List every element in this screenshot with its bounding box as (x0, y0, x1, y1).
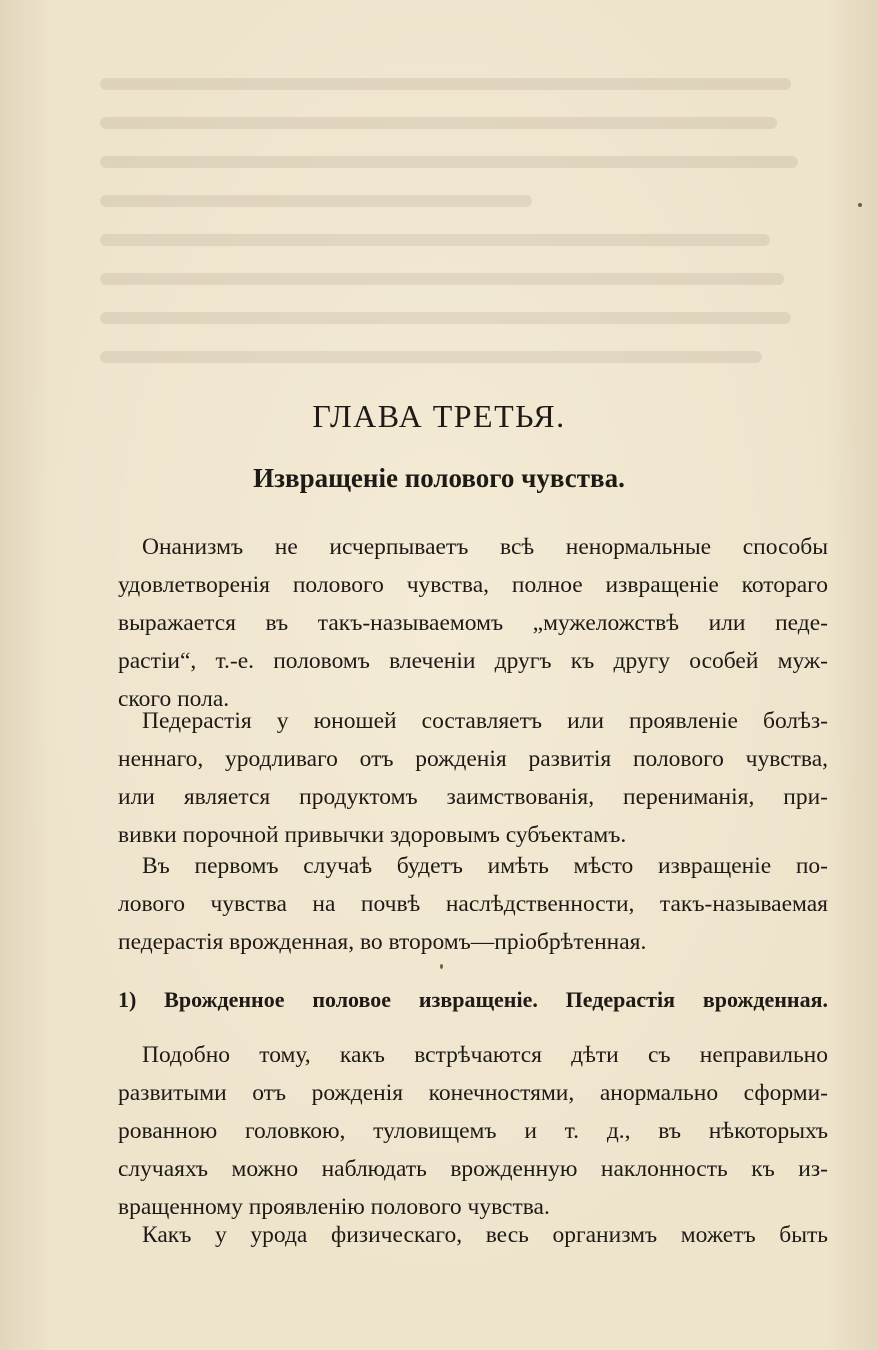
text-line: Подобно тому, какъ встрѣчаются дѣти съ неправильно (142, 1042, 828, 1068)
bleed-through-text (100, 78, 820, 398)
paragraph-1 (118, 528, 828, 718)
chapter-title: ГЛАВА ТРЕТЬЯ. (312, 398, 566, 434)
text-line: или является продуктомъ заимствованiя, перениманiя, при- (118, 784, 828, 810)
paper-speck (858, 203, 862, 207)
text-line: педерастiя врожденная, во второмъ—прiобрѣтенная. (118, 929, 647, 955)
text-line: Какъ у урода физическаго, весь организмъ можетъ быть (142, 1222, 828, 1248)
text-line: ского пола. (118, 686, 230, 712)
section-title: Извращенiе полового чувства. (253, 463, 625, 493)
text-line: вивки порочной привычки здоровымъ субъектамъ. (118, 822, 627, 848)
text-line: Педерастiя у юношей составляетъ или проявленiе болѣз- (142, 708, 828, 734)
text-line: Въ первомъ случаѣ будетъ имѣть мѣсто извращенiе по- (142, 853, 828, 879)
paragraph-2 (118, 702, 828, 854)
text-line: вращенному проявленiю полового чувства. (118, 1194, 550, 1220)
text-line: рованною головкою, туловищемъ и т. д., въ нѣкоторыхъ (118, 1118, 828, 1144)
paragraph-3 (118, 847, 828, 961)
text-line: развитыми отъ рожденiя конечностями, анормально сформи- (118, 1080, 828, 1106)
text-line: растiи“, т.-е. половомъ влеченiи другъ къ другу особей муж- (118, 648, 828, 674)
text-line: лового чувства на почвѣ наслѣдственности, такъ-называемая (118, 891, 828, 917)
subsection-title: 1) Врожденное половое извращенiе. Педерастiя врожденная. (118, 987, 828, 1012)
text-line: случаяхъ можно наблюдать врожденную наклонность къ из- (118, 1156, 828, 1182)
text-line: выражается въ такъ-называемомъ „мужеложствѣ или педе- (118, 610, 828, 636)
text-line: удовлетворенiя полового чувства, полное извращенiе котораго (118, 572, 828, 598)
paragraph-4 (118, 1036, 828, 1226)
text-line: Онанизмъ не исчерпываетъ всѣ ненормальные способы (142, 534, 828, 560)
paper-speck (440, 964, 443, 969)
text-line: неннаго, уродливаго отъ рожденiя развитiя полового чувства, (118, 746, 828, 772)
paragraph-5 (118, 1216, 828, 1254)
